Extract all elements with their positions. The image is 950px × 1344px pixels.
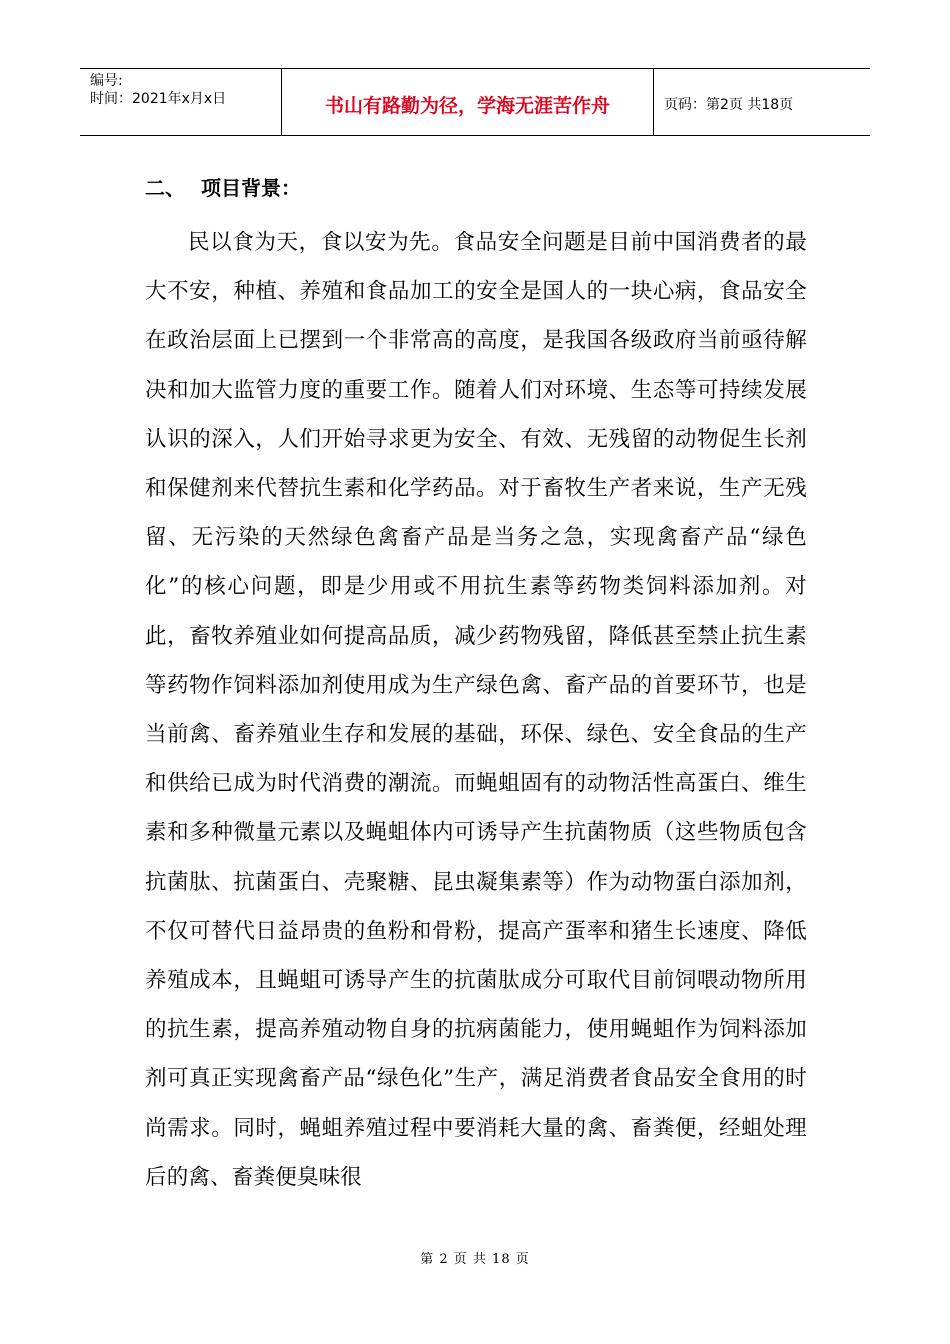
header-page-info: 页码：第2页 共18页 (664, 96, 794, 113)
header-motto: 书山有路勤为径，学海无涯苦作舟 (324, 94, 610, 117)
body-paragraph: 民以食为天，食以安为先。食品安全问题是目前中国消费者的最大不安，种植、养殖和食品加工的安全是国人的一块心病，食品安全在政治层面上已摆到一个非常高的高度，是我国各级政府当前亟待解决和加大监管力度的重要工作。随着人们对环境、生态等可持续发展认识的深入，人们开始寻求更为安全、有效、无残留的动物促生长剂和保健剂来代替抗生素和化学药品。对于畜牧生产者来说，生产无残留、无污染的天然绿色禽畜产品是当务之急，实现禽畜产品“绿色化”的核心问题，即是少用或不用抗生素等药物类饲料添加剂。对此，畜牧养殖业如何提高品质，减少药物残留，降低甚至禁止抗生素等药物作饲料添加剂使用成为生产绿色禽、畜产品的首要环节，也是当前禽、畜养殖业生存和发展的基础，环保、绿色、安全食品的生产和供给已成为时代消费的潮流。而蝇蛆固有的动物活性高蛋白、维生素和多种微量元素以及蝇蛆体内可诱导产生抗菌物质（这些物质包含抗菌肽、抗菌蛋白、壳聚糖、昆虫凝集素等）作为动物蛋白添加剂，不仅可替代日益昂贵的鱼粉和骨粉，提高产蛋率和猪生长速度、降低养殖成本，且蝇蛆可诱导产生的抗菌肽成分可取代目前饲喂动物所用的抗生素，提高养殖动物自身的抗病菌能力，使用蝇蛆作为饲料添加剂可真正实现禽畜产品“绿色化”生产，满足消费者食品安全食用的时尚需求。同时，蝇蛆养殖过程中要消耗大量的禽、畜粪便，经蛆处理后的禽、畜粪便臭味很 (145, 230, 807, 1190)
document-header (80, 68, 870, 136)
section-number: 二、 (145, 176, 185, 200)
section-title: 项目背景： (201, 176, 301, 200)
header-motto-cell (282, 69, 654, 135)
header-page-cell (654, 69, 870, 135)
footer-page-number: 第 2 页 共 18 页 (420, 1252, 530, 1267)
serial-number-label: 编号: (90, 73, 123, 89)
page-footer (0, 1248, 950, 1267)
section-heading (145, 158, 807, 218)
document-body (145, 158, 807, 1202)
date-label: 时间：2021年x月x日 (90, 91, 227, 107)
header-meta-cell (80, 69, 282, 135)
